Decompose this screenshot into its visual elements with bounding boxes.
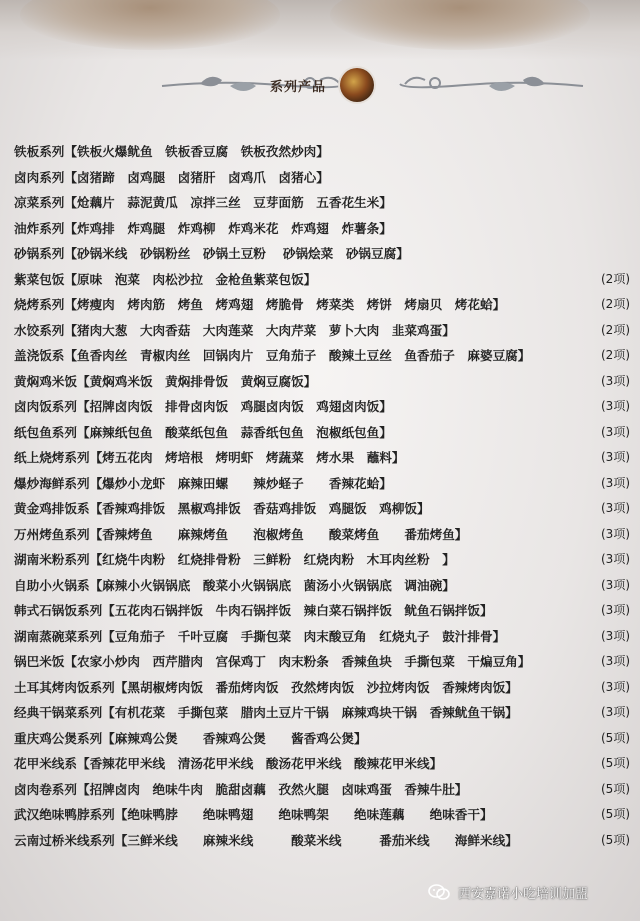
list-item: [14, 573, 630, 599]
list-item: [14, 522, 630, 548]
item-count: (3项): [601, 679, 630, 694]
list-item: [14, 828, 630, 854]
item-text: 重庆鸡公煲系列【麻辣鸡公煲 香辣鸡公煲 酱香鸡公煲】: [14, 730, 367, 746]
item-text: 纸上烧烤系列【烤五花肉 烤培根 烤明虾 烤蔬菜 烤水果 蘸料】: [14, 450, 405, 465]
item-text: 湖南米粉系列【红烧牛肉粉 红烧排骨粉 三鲜粉 红烧肉粉 木耳肉丝粉 】: [14, 552, 455, 567]
item-count: (3项): [601, 373, 630, 388]
item-count: (3项): [601, 628, 630, 643]
item-text: 烧烤系列【烤瘦肉 烤肉筋 烤鱼 烤鸡翅 烤脆骨 烤菜类 烤饼 烤扇贝 烤花蛤】: [14, 297, 506, 312]
ornament-right-icon: [395, 70, 585, 98]
item-count: (5项): [601, 807, 630, 821]
list-item: [14, 369, 630, 395]
list-item: [14, 649, 630, 675]
watermark-text: 西安嘉诺小吃培训加盟: [458, 886, 589, 902]
item-count: (3项): [601, 603, 630, 617]
item-text: 韩式石锅饭系列【五花肉石锅拌饭 牛肉石锅拌饭 辣白菜石锅拌饭 鱿鱼石锅拌饭】: [14, 603, 493, 618]
item-count: (3项): [601, 399, 630, 413]
list-item: [14, 216, 630, 242]
item-count: (3项): [601, 577, 630, 592]
list-item: [14, 802, 630, 828]
list-item: [14, 241, 630, 267]
list-item: [14, 343, 630, 369]
item-text: 砂锅系列【砂锅米线 砂锅粉丝 砂锅土豆粉 砂锅烩菜 砂锅豆腐】: [14, 246, 409, 261]
item-count: (5项): [601, 832, 630, 847]
item-count: (3项): [601, 705, 630, 719]
list-item: [14, 624, 630, 650]
wechat-icon: [428, 883, 450, 901]
list-item: [14, 675, 630, 701]
page-title: 系列产品: [269, 80, 326, 95]
header-food-photo: [0, 0, 640, 60]
item-text: 盖浇饭系【鱼香肉丝 青椒肉丝 回锅肉片 豆角茄子 酸辣土豆丝 鱼香茄子 麻婆豆腐】: [14, 348, 531, 363]
dish-photo-left: [20, 0, 280, 50]
item-count: (2项): [601, 322, 630, 337]
list-item: [14, 445, 630, 471]
item-text: 铁板系列【铁板火爆鱿鱼 铁板香豆腐 铁板孜然炒肉】: [14, 144, 329, 159]
list-item: [14, 598, 630, 624]
list-item: [14, 318, 630, 344]
item-text: 经典干锅菜系列【有机花菜 手撕包菜 腊肉土豆片干锅 麻辣鸡块干锅 香辣鱿鱼干锅】: [14, 705, 518, 720]
item-text: 万州烤鱼系列【香辣烤鱼 麻辣烤鱼 泡椒烤鱼 酸菜烤鱼 番茄烤鱼】: [14, 526, 468, 542]
list-item: [14, 777, 630, 803]
item-count: (3项): [601, 552, 630, 566]
list-item: [14, 267, 630, 293]
wechat-watermark: [428, 879, 588, 905]
item-text: 黄金鸡排饭系【香辣鸡排饭 黑椒鸡排饭 香菇鸡排饭 鸡腿饭 鸡柳饭】: [14, 501, 430, 516]
list-item: [14, 139, 630, 165]
item-count: (3项): [601, 450, 630, 464]
section-header: [0, 62, 640, 108]
item-text: 湖南蒸碗菜系列【豆角茄子 千叶豆腐 手撕包菜 肉末酸豆角 红烧丸子 鼓汁排骨】: [14, 628, 506, 644]
item-text: 爆炒海鲜系列【爆炒小龙虾 麻辣田螺 辣炒蛏子 香辣花蛤】: [14, 475, 392, 491]
item-text: 卤肉卷系列【招牌卤肉 绝味牛肉 脆甜卤藕 孜然火腿 卤味鸡蛋 香辣牛肚】: [14, 781, 468, 797]
list-item: [14, 726, 630, 752]
list-item: [14, 394, 630, 420]
item-text: 花甲米线系【香辣花甲米线 清汤花甲米线 酸汤花甲米线 酸辣花甲米线】: [14, 756, 443, 771]
item-count: (2项): [601, 271, 630, 286]
item-text: 黄焖鸡米饭【黄焖鸡米饭 黄焖排骨饭 黄焖豆腐饭】: [14, 373, 317, 389]
list-item: [14, 471, 630, 497]
dish-badge-icon: [340, 68, 374, 102]
item-count: (2项): [601, 348, 630, 362]
item-text: 云南过桥米线系列【三鲜米线 麻辣米线 酸菜米线 番茄米线 海鲜米线】: [14, 832, 518, 848]
item-text: 紫菜包饭【原味 泡菜 肉松沙拉 金枪鱼紫菜包饭】: [14, 271, 317, 287]
item-text: 凉菜系列【炝藕片 蒜泥黄瓜 凉拌三丝 豆芽面筋 五香花生米】: [14, 195, 392, 210]
item-count: (3项): [601, 526, 630, 541]
list-item: [14, 190, 630, 216]
item-text: 自助小火锅系【麻辣小火锅锅底 酸菜小火锅锅底 菌汤小火锅锅底 调油碗】: [14, 577, 455, 593]
item-count: (5项): [601, 756, 630, 770]
list-item: [14, 700, 630, 726]
list-item: [14, 165, 630, 191]
item-text: 纸包鱼系列【麻辣纸包鱼 酸菜纸包鱼 蒜香纸包鱼 泡椒纸包鱼】: [14, 424, 392, 440]
product-list: [14, 139, 630, 853]
item-count: (3项): [601, 475, 630, 490]
item-text: 水饺系列【猪肉大葱 大肉香菇 大肉莲菜 大肉芹菜 萝卜大肉 韭菜鸡蛋】: [14, 322, 455, 338]
item-text: 武汉绝味鸭脖系列【绝味鸭脖 绝味鸭翅 绝味鸭架 绝味莲藕 绝味香干】: [14, 807, 493, 822]
list-item: [14, 496, 630, 522]
item-text: 油炸系列【炸鸡排 炸鸡腿 炸鸡柳 炸鸡米花 炸鸡翅 炸薯条】: [14, 220, 392, 236]
list-item: [14, 547, 630, 573]
item-count: (5项): [601, 781, 630, 796]
item-text: 卤肉饭系列【招牌卤肉饭 排骨卤肉饭 鸡腿卤肉饭 鸡翅卤肉饭】: [14, 399, 392, 414]
item-count: (3项): [601, 654, 630, 668]
item-text: 卤肉系列【卤猪蹄 卤鸡腿 卤猪肝 卤鸡爪 卤猪心】: [14, 169, 329, 185]
item-text: 锅巴米饭【农家小炒肉 西芹腊肉 宫保鸡丁 肉末粉条 香辣鱼块 手撕包菜 干煸豆角】: [14, 654, 531, 669]
dish-photo-right: [330, 0, 590, 50]
item-count: (3项): [601, 501, 630, 515]
item-text: 土耳其烤肉饭系列【黑胡椒烤肉饭 番茄烤肉饭 孜然烤肉饭 沙拉烤肉饭 香辣烤肉饭】: [14, 679, 518, 695]
item-count: (3项): [601, 424, 630, 439]
list-item: [14, 751, 630, 777]
item-count: (2项): [601, 297, 630, 311]
list-item: [14, 420, 630, 446]
list-item: [14, 292, 630, 318]
item-count: (5项): [601, 730, 630, 745]
